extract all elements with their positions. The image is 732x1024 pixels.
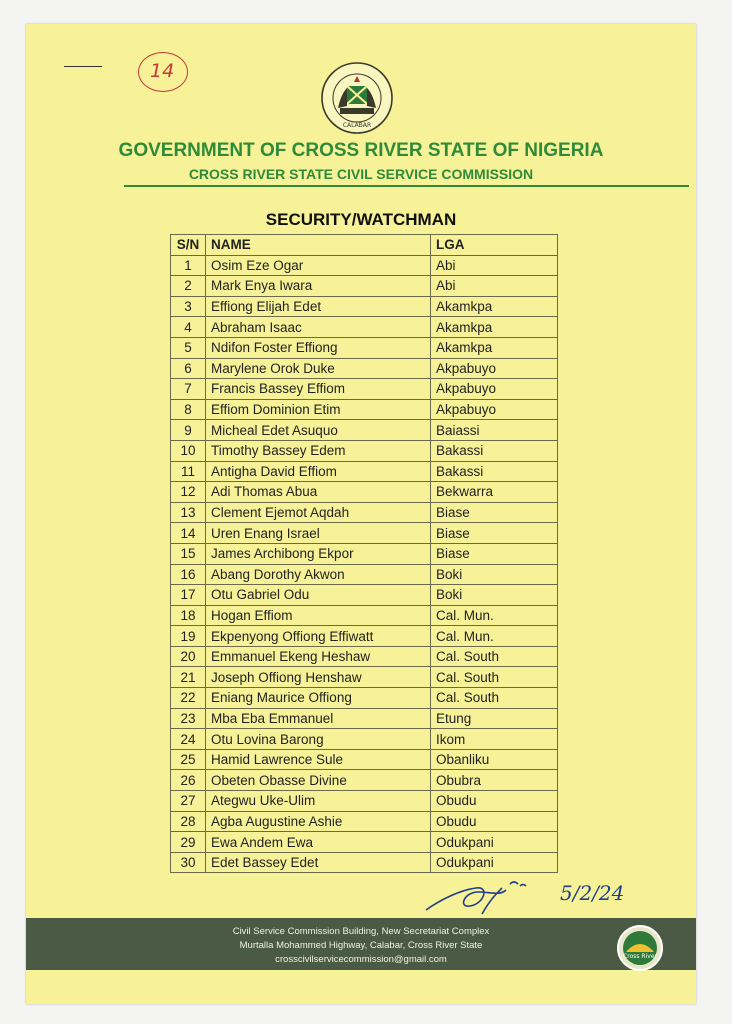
table-row	[171, 523, 558, 544]
row-lga-cell: Akpabuyo	[431, 379, 558, 400]
row-lga-cell: Boki	[431, 564, 558, 585]
row-sn-cell: 10	[171, 440, 206, 461]
row-name-cell: Antigha David Effiom	[206, 461, 431, 482]
row-sn-cell: 16	[171, 564, 206, 585]
row-name-cell: Edet Bassey Edet	[206, 852, 431, 873]
table-row	[171, 708, 558, 729]
row-lga-cell: Akamkpa	[431, 317, 558, 338]
row-lga-cell: Obudu	[431, 811, 558, 832]
table-row	[171, 440, 558, 461]
badge-text: Cross River	[623, 953, 657, 960]
row-lga-cell: Obubra	[431, 770, 558, 791]
row-name-cell: Otu Gabriel Odu	[206, 585, 431, 606]
table-row	[171, 564, 558, 585]
table-row	[171, 358, 558, 379]
row-sn-cell: 4	[171, 317, 206, 338]
row-sn-cell: 21	[171, 667, 206, 688]
table-row	[171, 482, 558, 503]
row-name-cell: Ndifon Foster Effiong	[206, 337, 431, 358]
table-row	[171, 276, 558, 297]
row-name-cell: Timothy Bassey Edem	[206, 440, 431, 461]
row-sn-cell: 7	[171, 379, 206, 400]
row-name-cell: Marylene Orok Duke	[206, 358, 431, 379]
row-name-cell: Ekpenyong Offiong Effiwatt	[206, 626, 431, 647]
row-lga-cell: Odukpani	[431, 832, 558, 853]
row-name-cell: Abang Dorothy Akwon	[206, 564, 431, 585]
section-title: SECURITY/WATCHMAN	[265, 210, 457, 229]
row-sn-cell: 8	[171, 399, 206, 420]
commission-subheading: CROSS RIVER STATE CIVIL SERVICE COMMISSION	[188, 166, 534, 182]
row-sn-cell: 22	[171, 688, 206, 709]
row-sn-cell: 19	[171, 626, 206, 647]
row-name-cell: Hogan Effiom	[206, 605, 431, 626]
row-lga-cell: Abi	[431, 255, 558, 276]
cross-river-badge-logo	[616, 924, 664, 972]
table-row	[171, 502, 558, 523]
row-sn-cell: 27	[171, 791, 206, 812]
row-name-cell: Adi Thomas Abua	[206, 482, 431, 503]
row-lga-cell: Boki	[431, 585, 558, 606]
table-row	[171, 646, 558, 667]
footer-address-line-2: Murtalla Mohammed Highway, Calabar, Cross River State	[239, 940, 483, 951]
row-lga-cell: Akpabuyo	[431, 358, 558, 379]
row-lga-cell: Akamkpa	[431, 337, 558, 358]
government-heading: GOVERNMENT OF CROSS RIVER STATE OF NIGERIA	[118, 140, 604, 161]
row-sn-cell: 15	[171, 543, 206, 564]
row-sn-cell: 23	[171, 708, 206, 729]
row-sn-cell: 30	[171, 852, 206, 873]
row-name-cell: Otu Lovina Barong	[206, 729, 431, 750]
table-row	[171, 626, 558, 647]
footer-email: crosscivilservicecommission@gmail.com	[275, 954, 447, 965]
row-name-cell: Emmanuel Ekeng Heshaw	[206, 646, 431, 667]
row-sn-cell: 29	[171, 832, 206, 853]
page-number-annotation	[138, 52, 188, 92]
table-header-row	[171, 235, 558, 256]
row-lga-cell: Ikom	[431, 729, 558, 750]
table-row	[171, 461, 558, 482]
row-lga-cell: Obudu	[431, 791, 558, 812]
table-row	[171, 255, 558, 276]
row-lga-cell: Biase	[431, 543, 558, 564]
row-lga-cell: Biase	[431, 502, 558, 523]
table-row	[171, 399, 558, 420]
row-lga-cell: Obanliku	[431, 749, 558, 770]
row-lga-cell: Bakassi	[431, 440, 558, 461]
row-lga-cell: Cal. South	[431, 667, 558, 688]
row-name-cell: Obeten Obasse Divine	[206, 770, 431, 791]
row-name-cell: Osim Eze Ogar	[206, 255, 431, 276]
row-lga-cell: Abi	[431, 276, 558, 297]
table-row	[171, 585, 558, 606]
table-row	[171, 811, 558, 832]
row-sn-cell: 25	[171, 749, 206, 770]
table-row	[171, 420, 558, 441]
row-name-cell: Mark Enya Iwara	[206, 276, 431, 297]
row-lga-cell: Akamkpa	[431, 296, 558, 317]
row-sn-cell: 6	[171, 358, 206, 379]
row-sn-cell: 1	[171, 255, 206, 276]
row-name-cell: Effiong Elijah Edet	[206, 296, 431, 317]
row-name-cell: Eniang Maurice Offiong	[206, 688, 431, 709]
col-header-lga: LGA	[431, 235, 558, 256]
page-number-text: 14	[150, 60, 175, 82]
signature-date: 5/2/24	[560, 881, 625, 905]
row-name-cell: Joseph Offiong Henshaw	[206, 667, 431, 688]
row-lga-cell: Etung	[431, 708, 558, 729]
footer-bar	[26, 918, 696, 970]
row-name-cell: Francis Bassey Effiom	[206, 379, 431, 400]
table-row	[171, 317, 558, 338]
row-lga-cell: Akpabuyo	[431, 399, 558, 420]
table-row	[171, 688, 558, 709]
row-sn-cell: 24	[171, 729, 206, 750]
row-name-cell: James Archibong Ekpor	[206, 543, 431, 564]
col-header-sn: S/N	[171, 235, 206, 256]
svg-text:CALABAR: CALABAR	[342, 122, 372, 129]
table-row	[171, 770, 558, 791]
row-lga-cell: Cal. South	[431, 646, 558, 667]
row-name-cell: Effiom Dominion Etim	[206, 399, 431, 420]
row-sn-cell: 3	[171, 296, 206, 317]
row-lga-cell: Cal. South	[431, 688, 558, 709]
row-lga-cell: Cal. Mun.	[431, 605, 558, 626]
row-lga-cell: Baiassi	[431, 420, 558, 441]
row-sn-cell: 13	[171, 502, 206, 523]
row-sn-cell: 28	[171, 811, 206, 832]
table-row	[171, 337, 558, 358]
row-name-cell: Ewa Andem Ewa	[206, 832, 431, 853]
row-sn-cell: 2	[171, 276, 206, 297]
row-sn-cell: 14	[171, 523, 206, 544]
row-lga-cell: Bekwarra	[431, 482, 558, 503]
staff-roster-table	[170, 234, 558, 873]
row-name-cell: Hamid Lawrence Sule	[206, 749, 431, 770]
row-sn-cell: 18	[171, 605, 206, 626]
commission-seal-logo	[320, 60, 394, 136]
table-row	[171, 791, 558, 812]
row-sn-cell: 17	[171, 585, 206, 606]
table-row	[171, 667, 558, 688]
table-row	[171, 543, 558, 564]
table-row	[171, 729, 558, 750]
table-row	[171, 379, 558, 400]
row-lga-cell: Cal. Mun.	[431, 626, 558, 647]
row-sn-cell: 20	[171, 646, 206, 667]
table-body	[171, 255, 558, 873]
table-row	[171, 605, 558, 626]
row-sn-cell: 9	[171, 420, 206, 441]
row-lga-cell: Biase	[431, 523, 558, 544]
row-sn-cell: 11	[171, 461, 206, 482]
row-name-cell: Abraham Isaac	[206, 317, 431, 338]
row-sn-cell: 12	[171, 482, 206, 503]
footer-address-line-1: Civil Service Commission Building, New Secretariat Complex	[232, 926, 490, 937]
row-name-cell: Agba Augustine Ashie	[206, 811, 431, 832]
row-sn-cell: 5	[171, 337, 206, 358]
row-sn-cell: 26	[171, 770, 206, 791]
table-row	[171, 749, 558, 770]
row-name-cell: Clement Ejemot Aqdah	[206, 502, 431, 523]
table-row	[171, 296, 558, 317]
pen-mark	[64, 66, 102, 67]
row-name-cell: Micheal Edet Asuquo	[206, 420, 431, 441]
table-row	[171, 832, 558, 853]
row-lga-cell: Bakassi	[431, 461, 558, 482]
row-name-cell: Mba Eba Emmanuel	[206, 708, 431, 729]
header-divider	[124, 185, 689, 187]
row-name-cell: Uren Enang Israel	[206, 523, 431, 544]
col-header-name: NAME	[206, 235, 431, 256]
row-lga-cell: Odukpani	[431, 852, 558, 873]
row-name-cell: Ategwu Uke-Ulim	[206, 791, 431, 812]
